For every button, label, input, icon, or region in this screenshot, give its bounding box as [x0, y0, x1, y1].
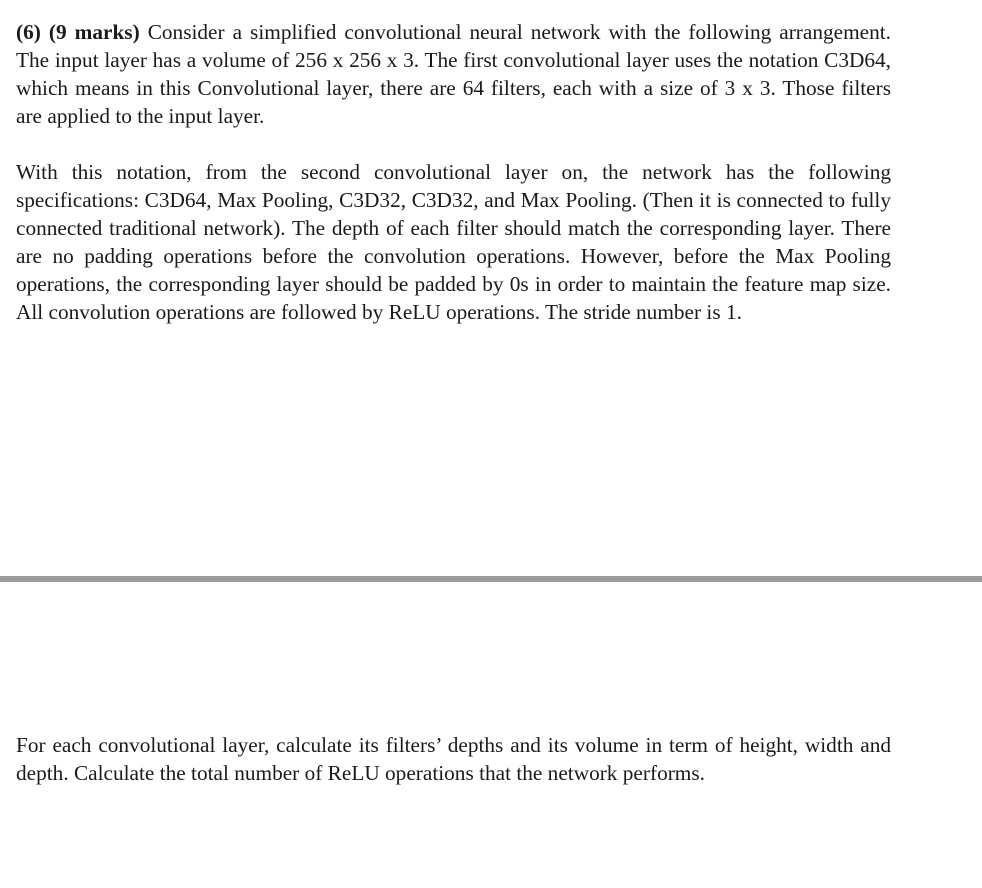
- question-marks: (9 marks): [48, 20, 140, 44]
- page-divider: [0, 576, 982, 582]
- network-specification-paragraph: With this notation, from the second convolutional layer on, the network has the following specifications: C3D64, Max Pooling, C3D32, C3D32, and Max Pooling. (Then it is connected to fully connected traditional network). The depth of each filter should match the corresponding layer. There are no padding operations before the convolution operations. However, before the Max Pooling operations, the corresponding layer should be padded by 0s in order to maintain the feature map size. All convolution operations are followed by ReLU operations. The stride number is 1.: [16, 160, 891, 324]
- question-intro-text: Consider a simplified convolutional neural network with the following arrangement. The input layer has a volume of 256 x 256 x 3. The first convolutional layer uses the notation C3D64, which means in this Convolutional layer, there are 64 filters, each with a size of 3 x 3. Those filters are applied to the input layer.: [16, 20, 892, 128]
- question-bottom-section: [16, 731, 891, 787]
- task-paragraph: For each convolutional layer, calculate its filters’ depths and its volume in term of height, width and depth. Calculate the total number of ReLU operations that the network performs.: [16, 733, 891, 785]
- question-intro-paragraph: [16, 18, 891, 130]
- question-top-section: [16, 18, 891, 326]
- question-number: (6): [16, 20, 41, 44]
